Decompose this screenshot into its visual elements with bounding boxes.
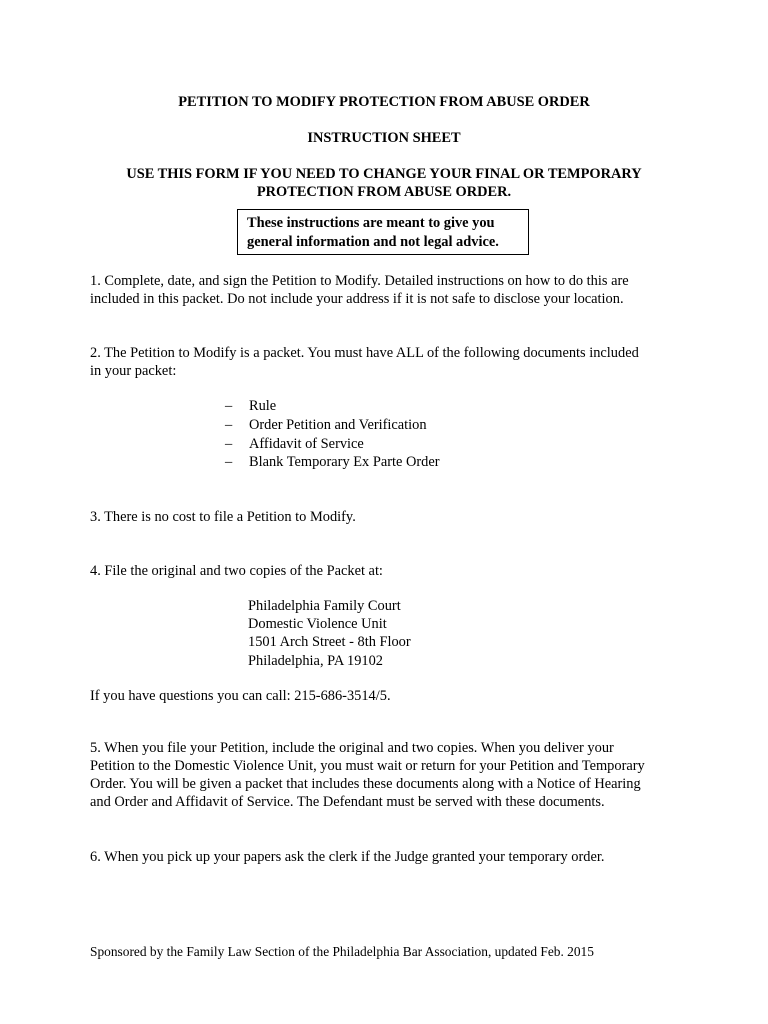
instruction-5-line-3: Order. You will be given a packet that includes these documents along with a Notice of Hearing <box>90 776 641 792</box>
instruction-4: 4. File the original and two copies of the Packet at: <box>90 563 383 579</box>
document-name: Affidavit of Service <box>249 435 364 452</box>
instruction-1 <box>90 272 690 308</box>
list-item <box>225 397 625 416</box>
dash-bullet: – <box>225 398 233 415</box>
list-item <box>225 434 625 453</box>
instruction-3: 3. There is no cost to file a Petition to Modify. <box>90 509 356 525</box>
document-name: Blank Temporary Ex Parte Order <box>249 454 440 471</box>
questions-phone: If you have questions you can call: 215-686-3514/5. <box>90 688 391 704</box>
notice-line-2: general information and not legal advice. <box>247 233 499 250</box>
instruction-5 <box>90 739 690 811</box>
required-documents-list <box>225 397 625 472</box>
address-line: 1501 Arch Street - 8th Floor <box>248 634 411 651</box>
filing-address <box>248 597 548 670</box>
document-name: Rule <box>249 398 277 415</box>
document-subtitle: INSTRUCTION SHEET <box>307 130 461 146</box>
address-line: Philadelphia Family Court <box>248 598 401 614</box>
instruction-5-line-4: and Order and Affidavit of Service. The Defendant must be served with these documents. <box>90 794 605 810</box>
notice-line-1: These instructions are meant to give you <box>247 215 495 231</box>
instruction-2-line-1: 2. The Petition to Modify is a packet. You must have ALL of the following documents included <box>90 345 639 361</box>
instruction-5-line-2: Petition to the Domestic Violence Unit, you must wait or return for your Petition and Temporary <box>90 758 645 774</box>
list-item <box>225 453 625 472</box>
address-line: Domestic Violence Unit <box>248 616 387 633</box>
use-form-line-1: USE THIS FORM IF YOU NEED TO CHANGE YOUR FINAL OR TEMPORARY <box>126 166 642 182</box>
instruction-1-line-2: included in this packet. Do not include your address if it is not safe to disclose your location. <box>90 291 624 307</box>
dash-bullet: – <box>225 454 233 471</box>
instruction-1-line-1: 1. Complete, date, and sign the Petition to Modify. Detailed instructions on how to do this are <box>90 273 629 289</box>
dash-bullet: – <box>225 417 233 434</box>
instruction-6: 6. When you pick up your papers ask the clerk if the Judge granted your temporary order. <box>90 849 605 865</box>
legal-notice-box <box>237 209 529 255</box>
document-title: PETITION TO MODIFY PROTECTION FROM ABUSE ORDER <box>178 94 590 110</box>
use-form-line-2: PROTECTION FROM ABUSE ORDER. <box>256 184 512 200</box>
instruction-5-line-1: 5. When you file your Petition, include the original and two copies. When you deliver your <box>90 740 614 756</box>
dash-bullet: – <box>225 435 233 452</box>
document-name: Order Petition and Verification <box>249 417 427 434</box>
address-line: Philadelphia, PA 19102 <box>248 652 383 669</box>
footer-sponsor: Sponsored by the Family Law Section of the Philadelphia Bar Association, updated Feb. 2015 <box>90 944 594 959</box>
instruction-2 <box>90 344 690 380</box>
instruction-2-line-2: in your packet: <box>90 363 177 379</box>
list-item <box>225 416 625 435</box>
